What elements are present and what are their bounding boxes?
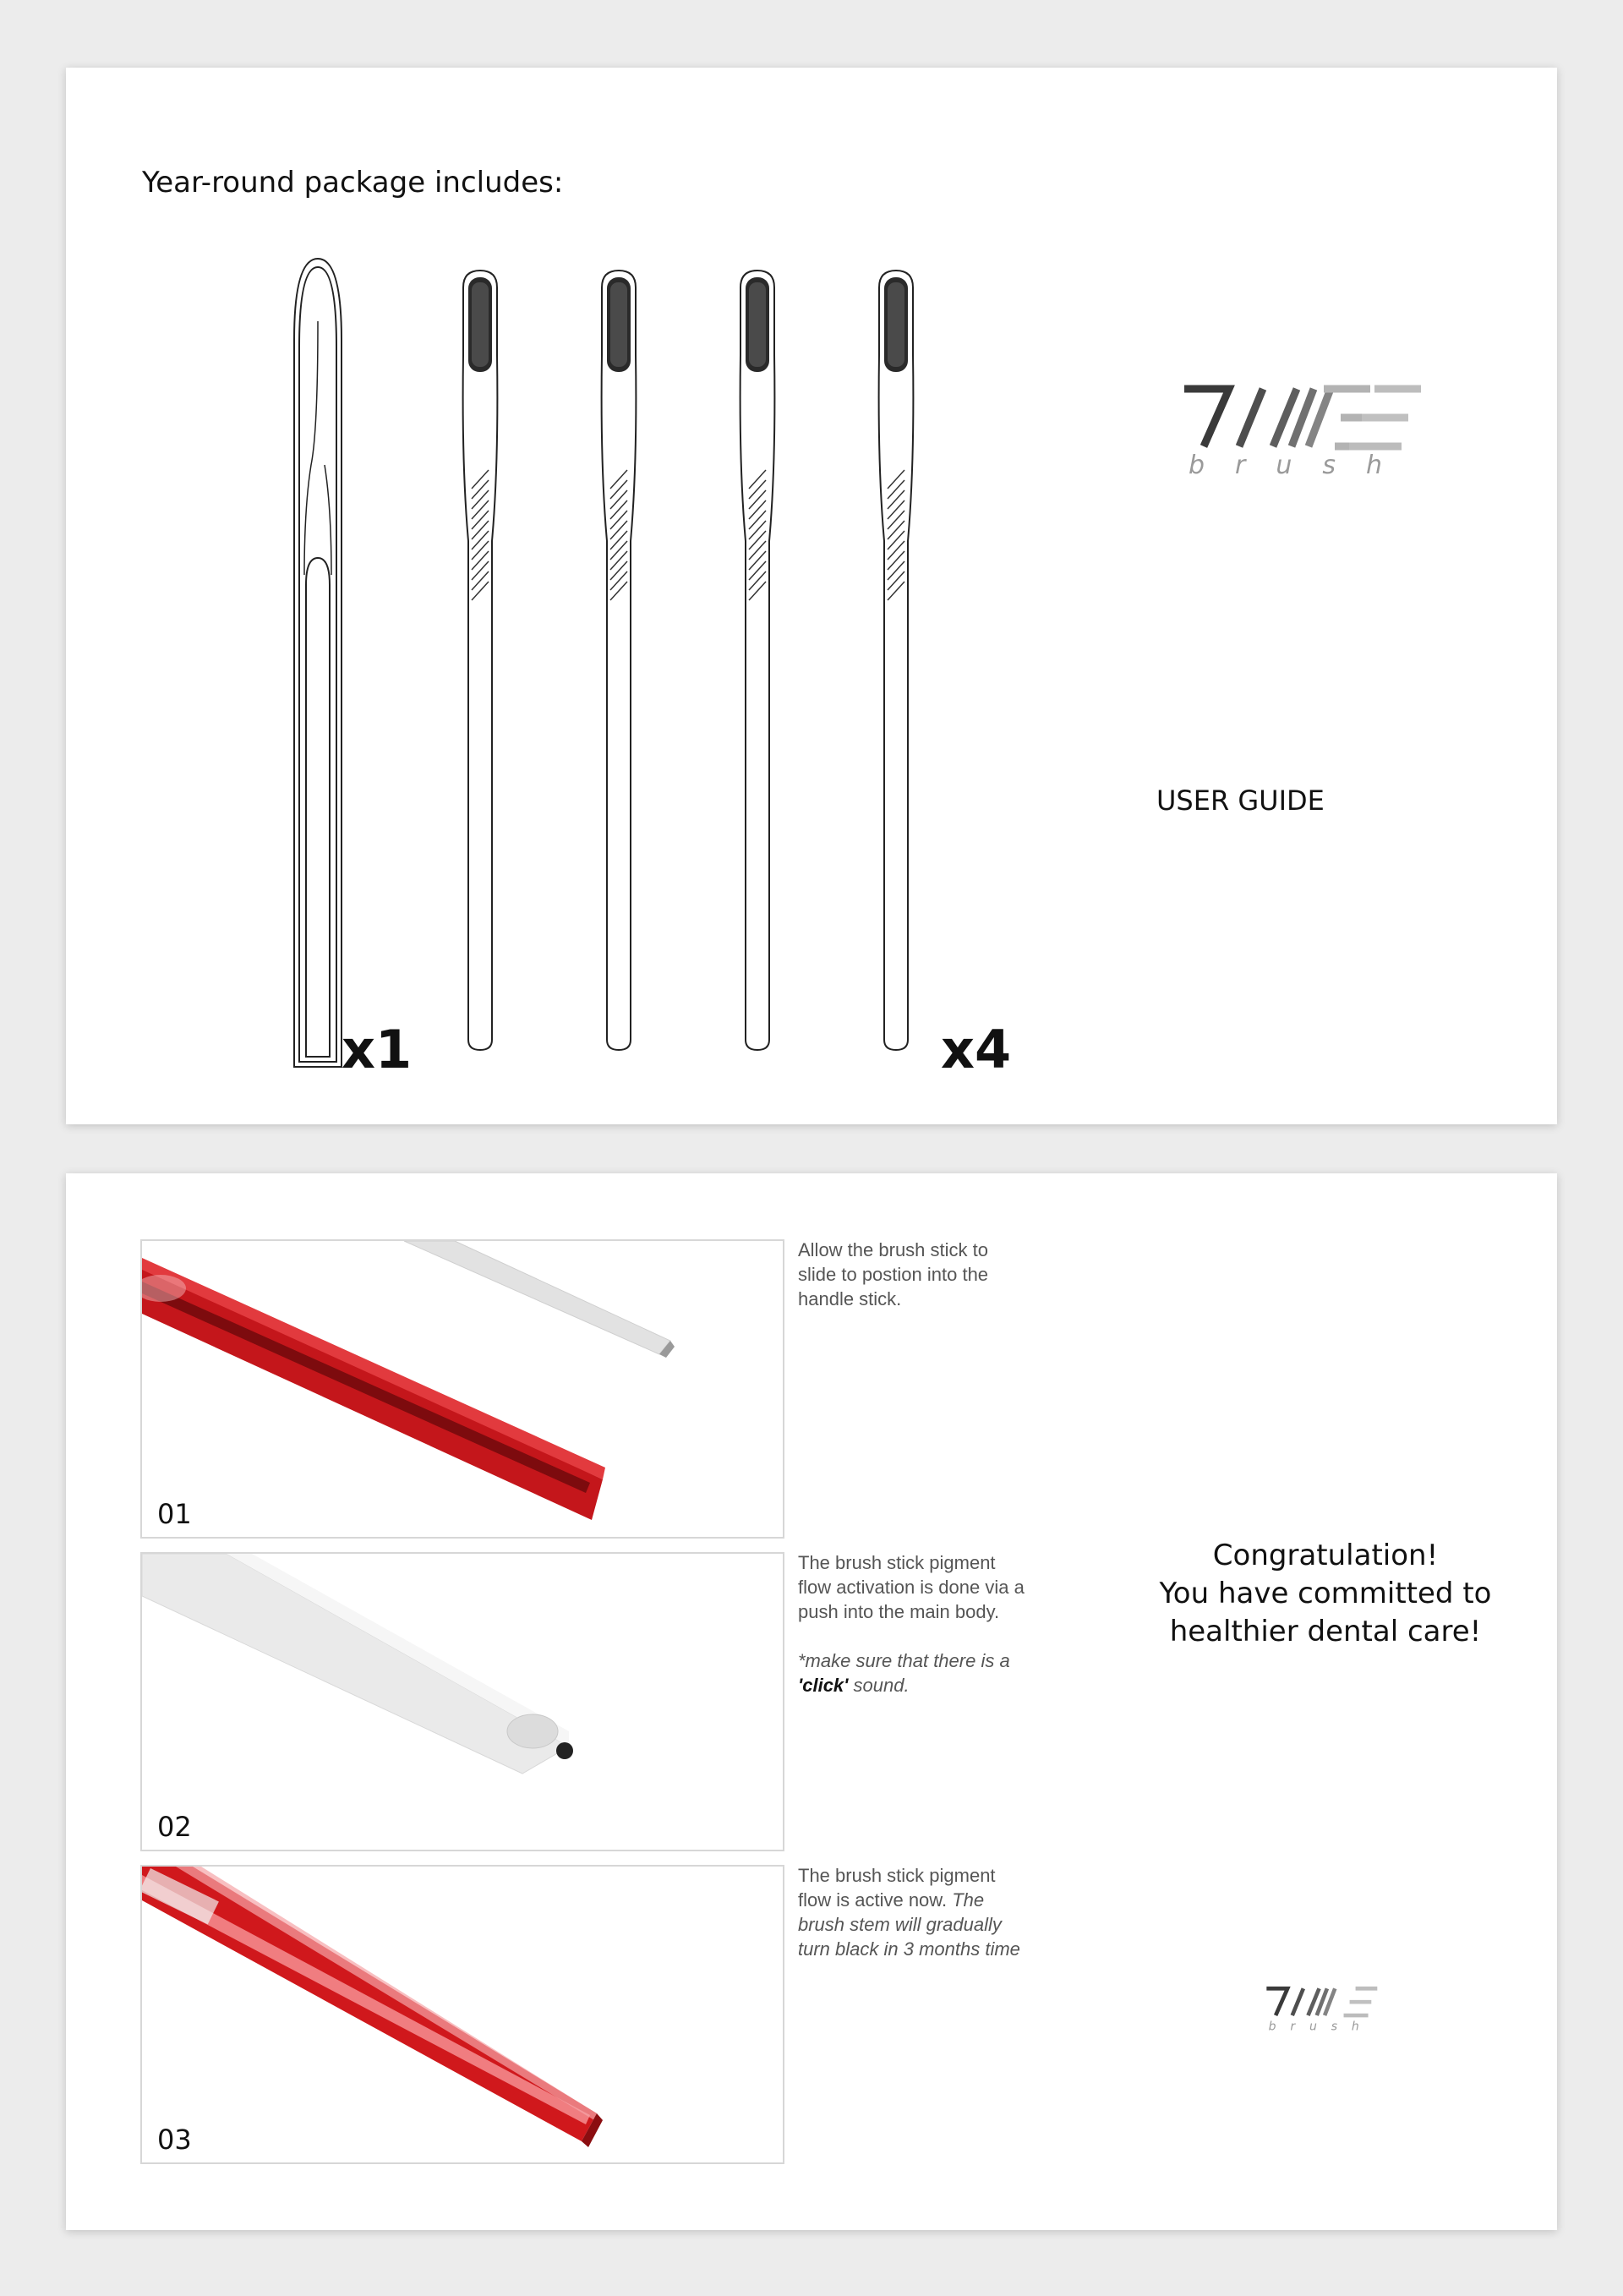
congrats-line-1: Congratulation! xyxy=(1212,1539,1439,1572)
congrats-line-2: You have committed to xyxy=(1159,1577,1492,1610)
time-brush-logo xyxy=(1180,364,1442,507)
brush-stick xyxy=(463,271,498,1050)
step-3-number: 03 xyxy=(157,2124,192,2156)
step-2-number: 02 xyxy=(157,1811,192,1843)
congrats-line-3: healthier dental care! xyxy=(1169,1615,1482,1648)
step-2-caption xyxy=(798,1550,1026,1722)
instructions-page xyxy=(66,1173,1557,2230)
brush-stick xyxy=(879,271,914,1050)
step-3-text: The brush stick pigment flow is active now. The brush stem will gradually turn black in 3 months time xyxy=(798,1865,1020,1960)
step-2-text: The brush stick pigment flow activation is done via a push into the main body. xyxy=(798,1552,1025,1622)
handle-drawing xyxy=(294,259,342,1067)
step-1-caption xyxy=(798,1238,1026,1336)
congratulation-message xyxy=(1123,1537,1528,1651)
step-1-panel xyxy=(140,1239,784,1539)
step-3-image xyxy=(142,1867,783,2162)
brush-quantity: x4 xyxy=(941,1019,1012,1080)
package-heading: Year-round package includes: xyxy=(142,166,564,200)
step-2-note: *make sure that there is a 'click' sound. xyxy=(798,1650,1010,1696)
handle-quantity: x1 xyxy=(342,1019,413,1080)
step-3-panel xyxy=(140,1865,784,2164)
brush-stick xyxy=(740,271,775,1050)
brush-sticks xyxy=(463,271,914,1050)
user-guide-label: USER GUIDE xyxy=(1156,784,1325,817)
logo-word: brush xyxy=(1189,451,1413,480)
brush-stick xyxy=(602,271,637,1050)
time-brush-logo-small xyxy=(1265,1976,1387,2044)
step-1-text: Allow the brush stick to slide to postion into the handle stick. xyxy=(798,1239,989,1309)
step-1-image xyxy=(142,1241,783,1537)
step-2-panel xyxy=(140,1552,784,1851)
package-page xyxy=(66,68,1557,1124)
step-3-caption xyxy=(798,1863,1026,1986)
step-2-image xyxy=(142,1554,783,1850)
package-illustration xyxy=(66,68,1557,1124)
step-1-number: 01 xyxy=(157,1498,192,1530)
logo-small-word: brush xyxy=(1268,2020,1374,2034)
click-word: 'click' xyxy=(798,1675,849,1696)
